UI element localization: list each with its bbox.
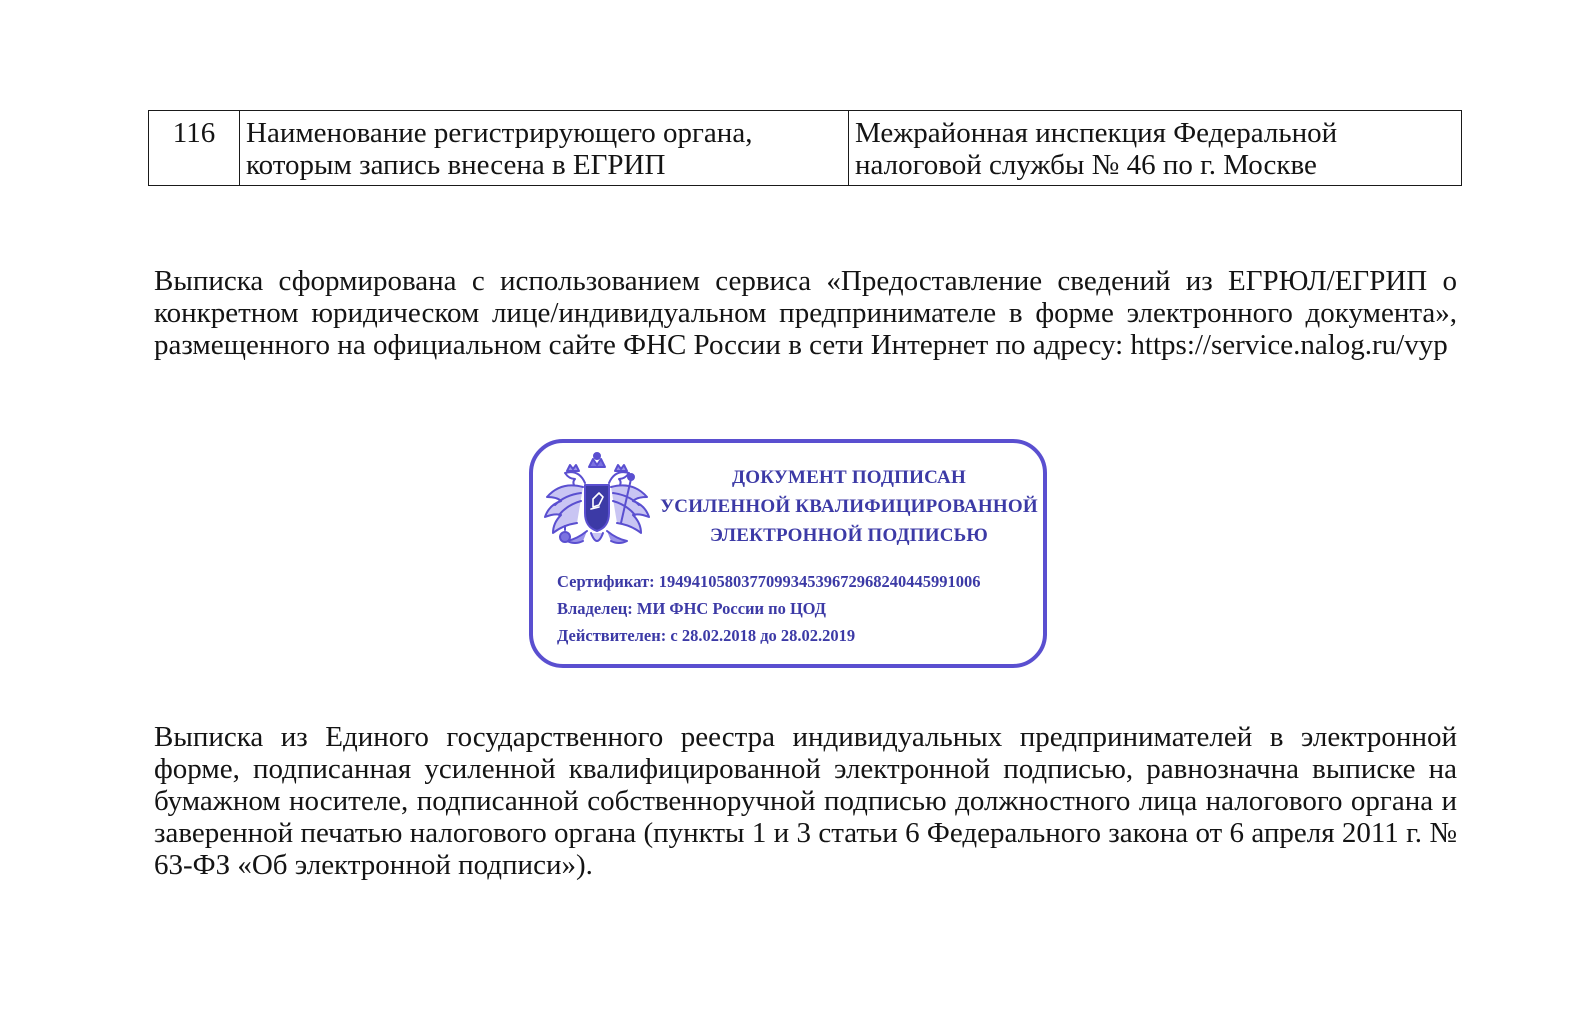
field-name-line: Наименование регистрирующего органа, — [246, 117, 753, 149]
stamp-heading-line: ДОКУМЕНТ ПОДПИСАН — [732, 467, 966, 488]
field-value-line: налоговой службы № 46 по г. Москве — [855, 149, 1317, 181]
field-value-cell — [849, 111, 1462, 186]
stamp-details — [557, 568, 981, 649]
field-name-cell — [240, 111, 849, 186]
row-number: 116 — [149, 111, 240, 186]
russian-coat-of-arms-icon — [541, 449, 653, 559]
stamp-validity: Действителен: с 28.02.2018 до 28.02.2019 — [557, 626, 856, 645]
service-notice-paragraph: Выписка сформирована с использованием сервиса «Предоставление сведений из ЕГРЮЛ/ЕГРИП о конкретном юридическом лице/индивидуальном предпринимателе в форме электронного документа», размещенного на официальном сайте ФНС России в сети Интернет по адресу: https://service.nalog.ru/vyp — [154, 265, 1457, 361]
field-value-line: Межрайонная инспекция Федеральной — [855, 117, 1338, 149]
stamp-heading-line: УСИЛЕННОЙ КВАЛИФИЦИРОВАННОЙ — [660, 496, 1038, 517]
stamp-heading-line: ЭЛЕКТРОННОЙ ПОДПИСЬЮ — [709, 525, 989, 546]
registry-record-table — [148, 110, 1462, 186]
stamp-owner: Владелец: МИ ФНС России по ЦОД — [557, 599, 827, 618]
stamp-certificate: Сертификат: 194941058037709934539672968240445991006 — [557, 572, 981, 591]
stamp-heading — [657, 463, 1041, 550]
electronic-signature-stamp — [529, 439, 1047, 668]
field-name-line: которым запись внесена в ЕГРИП — [246, 149, 666, 181]
legal-equivalence-paragraph: Выписка из Единого государственного реестра индивидуальных предпринимателей в электронной форме, подписанная усиленной квалифицированной электронной подписью, равнозначна выписке на бумажном носителе, подписанной собственноручной подписью должностного лица налогового органа и заверенной печатью налогового органа (пункты 1 и 3 статьи 6 Федерального закона от 6 апреля 2011 г. № 63-ФЗ «Об электронной подписи»). — [154, 721, 1457, 881]
table-row — [149, 111, 1462, 186]
